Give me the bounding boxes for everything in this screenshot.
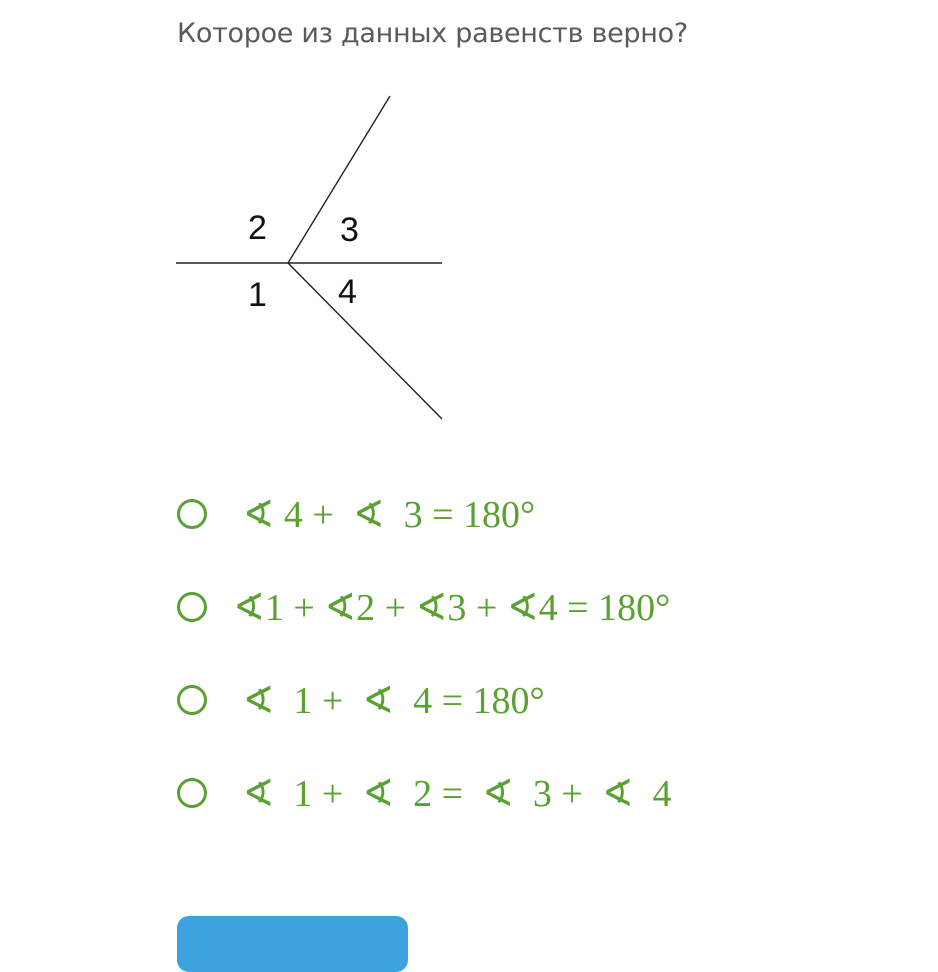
answer-option-label: ∢ 1 + ∢ 2 = ∢ 3 + ∢ 4	[233, 772, 672, 815]
answer-option-label: ∢ 1 + ∢ 4 = 180°	[233, 679, 545, 722]
answer-option-2[interactable]	[177, 583, 672, 631]
upper-ray	[288, 96, 390, 263]
angle-label-4: 4	[338, 273, 357, 311]
submit-button[interactable]	[177, 916, 408, 972]
answer-option-label: ∢1 + ∢2 + ∢3 + ∢4 = 180°	[233, 586, 671, 629]
radio-button[interactable]	[177, 592, 207, 622]
answer-option-1[interactable]	[177, 490, 672, 538]
angle-label-3: 3	[340, 211, 359, 249]
radio-button[interactable]	[177, 499, 207, 529]
question-text: Которое из данных равенств верно?	[177, 18, 688, 49]
angle-figure	[170, 88, 460, 428]
answer-options	[177, 490, 672, 862]
angle-label-2: 2	[248, 209, 267, 247]
angle-label-1: 1	[248, 276, 267, 314]
radio-button[interactable]	[177, 778, 207, 808]
answer-option-label: ∢ 4 + ∢ 3 = 180°	[233, 493, 536, 536]
answer-option-4[interactable]	[177, 769, 672, 817]
answer-option-3[interactable]	[177, 676, 672, 724]
lower-ray	[288, 263, 442, 419]
radio-button[interactable]	[177, 685, 207, 715]
